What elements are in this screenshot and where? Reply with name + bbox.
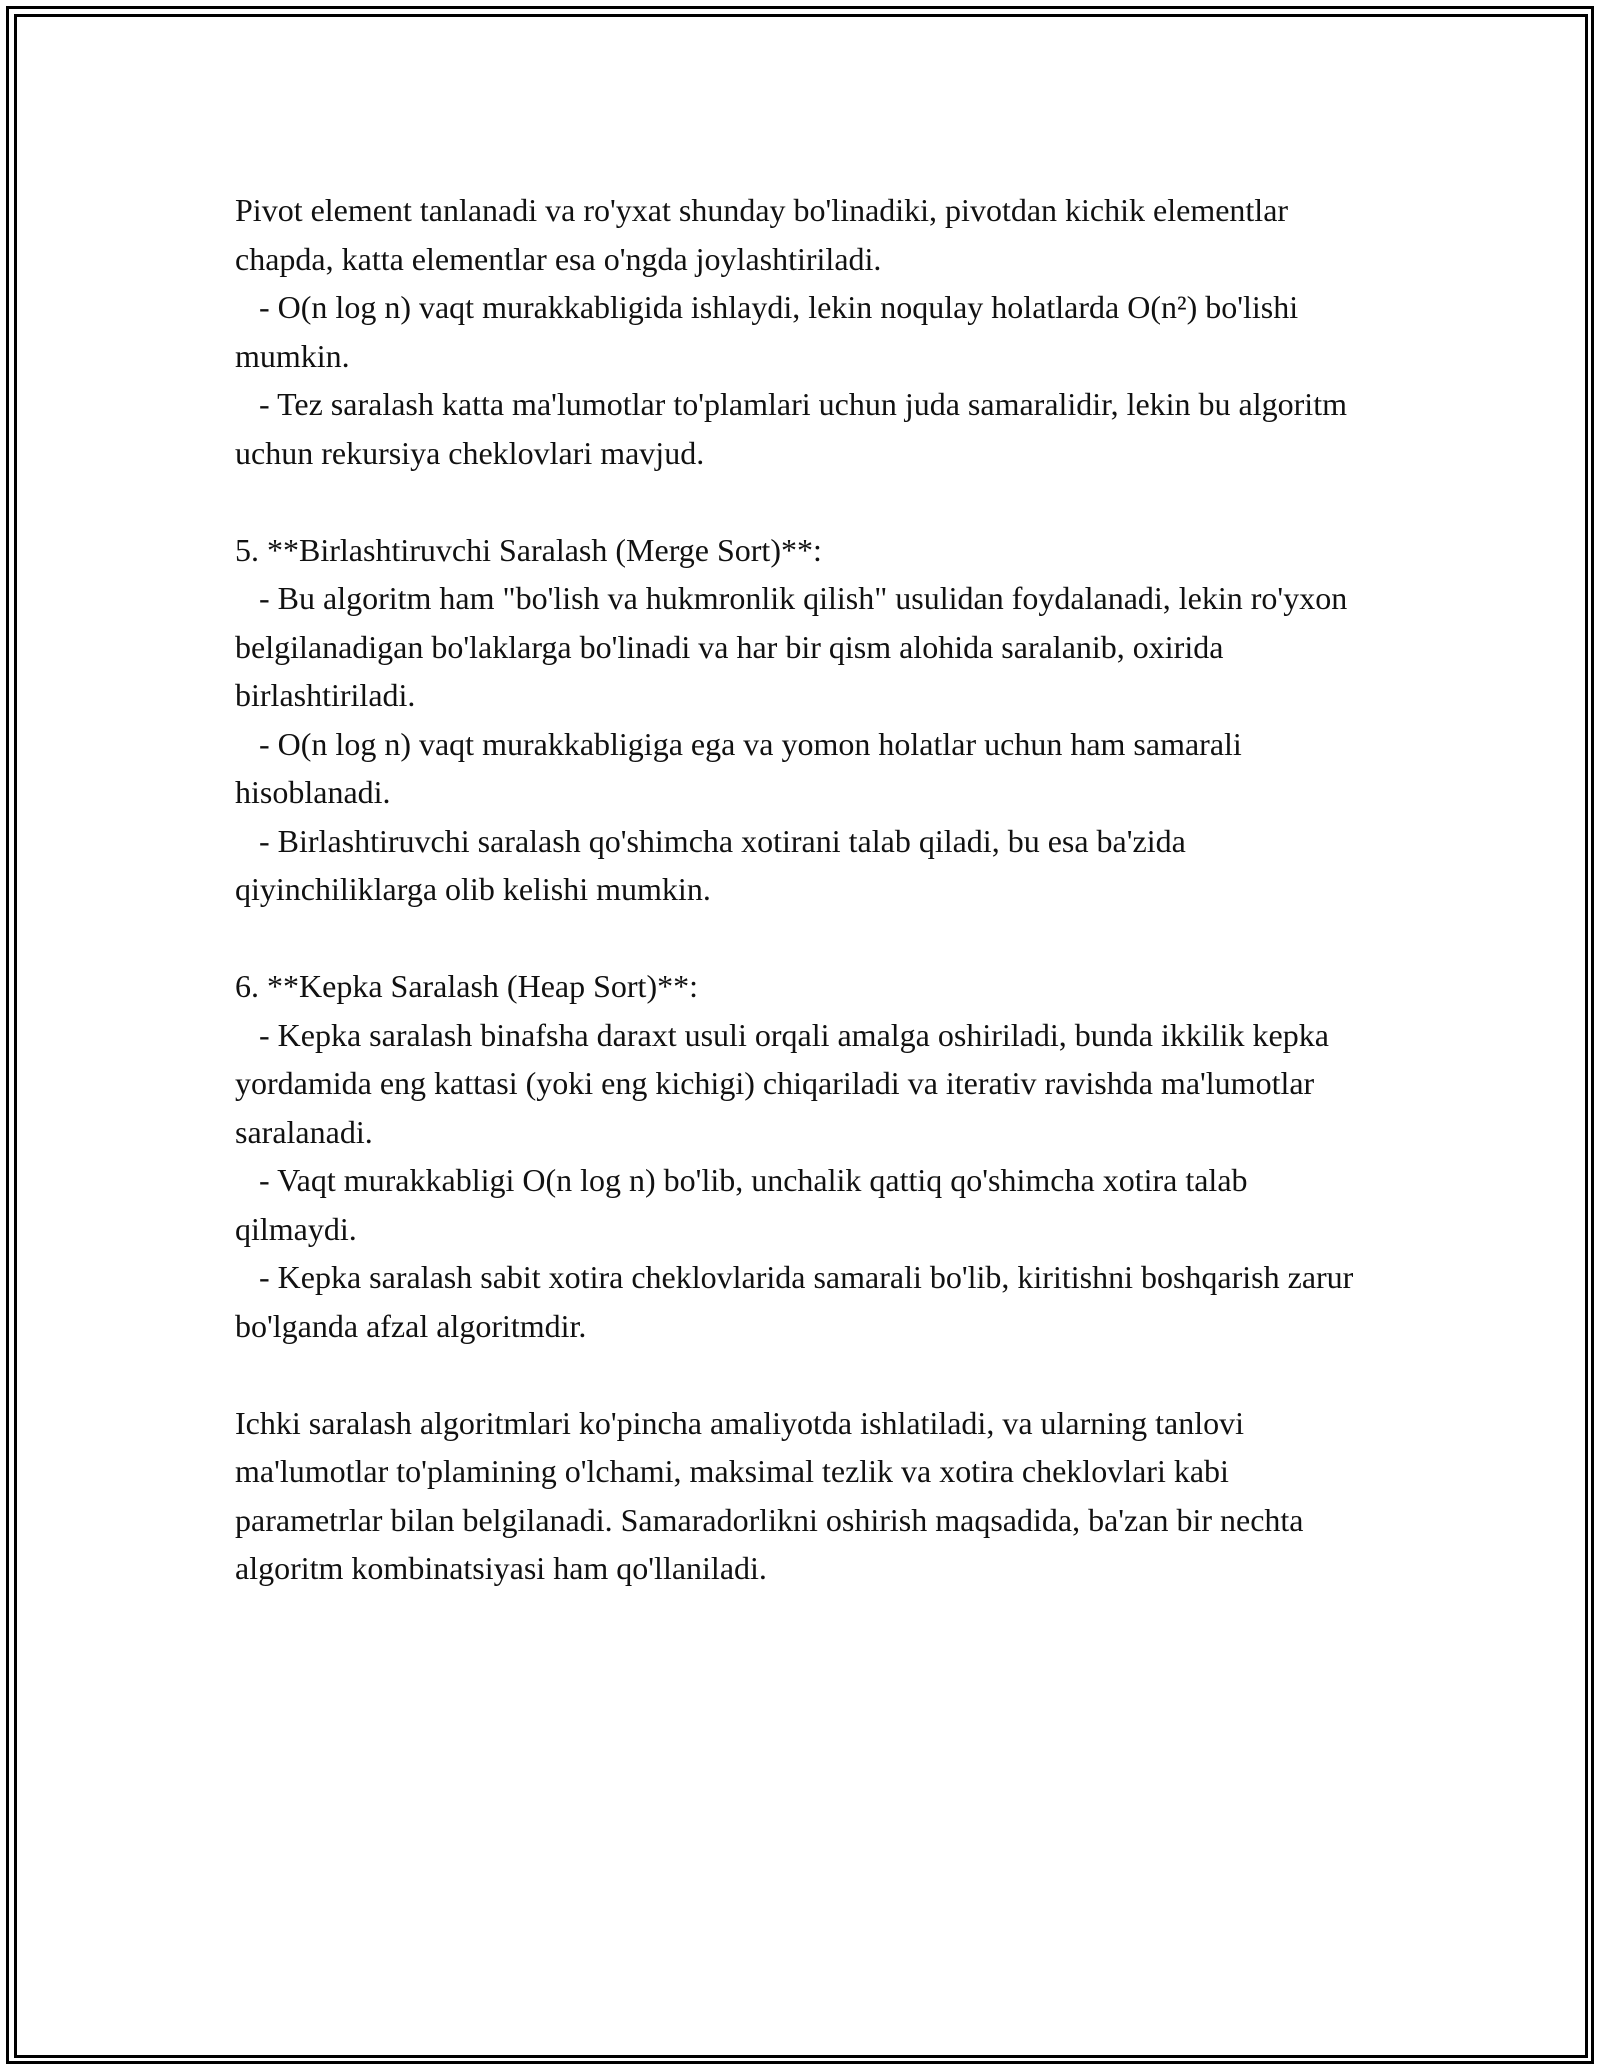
- intro-bullet-recursion: - Tez saralash katta ma'lumotlar to'plamlari uchun juda samaralidir, lekin bu algoritm uchun rekursiya cheklovlari mavjud.: [235, 386, 1355, 471]
- heap-sort-heading: 6. **Kepka Saralash (Heap Sort)**:: [235, 968, 698, 1004]
- intro-block: [235, 186, 1375, 477]
- intro-bullet-complexity: - O(n log n) vaqt murakkabligida ishlaydi, lekin noqulay holatlarda O(n²) bo'lishi mumkin.: [235, 289, 1307, 374]
- conclusion-block: [235, 1399, 1375, 1593]
- heap-sort-bullet-complexity: - Vaqt murakkabligi O(n log n) bo'lib, unchalik qattiq qo'shimcha xotira talab qilmaydi.: [235, 1162, 1256, 1247]
- merge-sort-section: [235, 526, 1375, 914]
- heap-sort-section: [235, 962, 1375, 1350]
- document-body: [235, 186, 1375, 1593]
- conclusion-paragraph: Ichki saralash algoritmlari ko'pincha amaliyotda ishlatiladi, va ularning tanlovi ma'lumotlar to'plamining o'lchami, maksimal tezlik va xotira cheklovlari kabi parametrlar bilan belgilanadi. Samaradorlikni oshirish maqsadida, ba'zan bir nechta algoritm kombinatsiyasi ham qo'llaniladi.: [235, 1404, 1312, 1586]
- merge-sort-bullet-memory: - Birlashtiruvchi saralash qo'shimcha xotirani talab qiladi, bu esa ba'zida qiyinchiliklarga olib kelishi mumkin.: [235, 822, 1194, 907]
- merge-sort-bullet-method: - Bu algoritm ham "bo'lish va hukmronlik qilish" usulidan foydalanadi, lekin ro'yxon belgilanadigan bo'laklarga bo'linadi va har bir qism alohida saralanib, oxirida birlashtiriladi.: [235, 580, 1356, 713]
- heap-sort-bullet-memory: - Kepka saralash sabit xotira cheklovlarida samarali bo'lib, kiritishni boshqarish zarur bo'lganda afzal algoritmdir.: [235, 1259, 1362, 1344]
- merge-sort-heading: 5. **Birlashtiruvchi Saralash (Merge Sort)**:: [235, 531, 822, 568]
- merge-sort-bullet-complexity: - O(n log n) vaqt murakkabligiga ega va yomon holatlar uchun ham samarali hisoblanadi.: [235, 725, 1250, 810]
- heap-sort-bullet-method: - Kepka saralash binafsha daraxt usuli orqali amalga oshiriladi, bunda ikkilik kepka yordamida eng kattasi (yoki eng kichigi) chiqariladi va iterativ ravishda ma'lumotlar saralanadi.: [235, 1016, 1337, 1150]
- intro-paragraph: Pivot element tanlanadi va ro'yxat shunday bo'linadiki, pivotdan kichik elementlar chapda, katta elementlar esa o'ngda joylashtiriladi.: [235, 192, 1297, 277]
